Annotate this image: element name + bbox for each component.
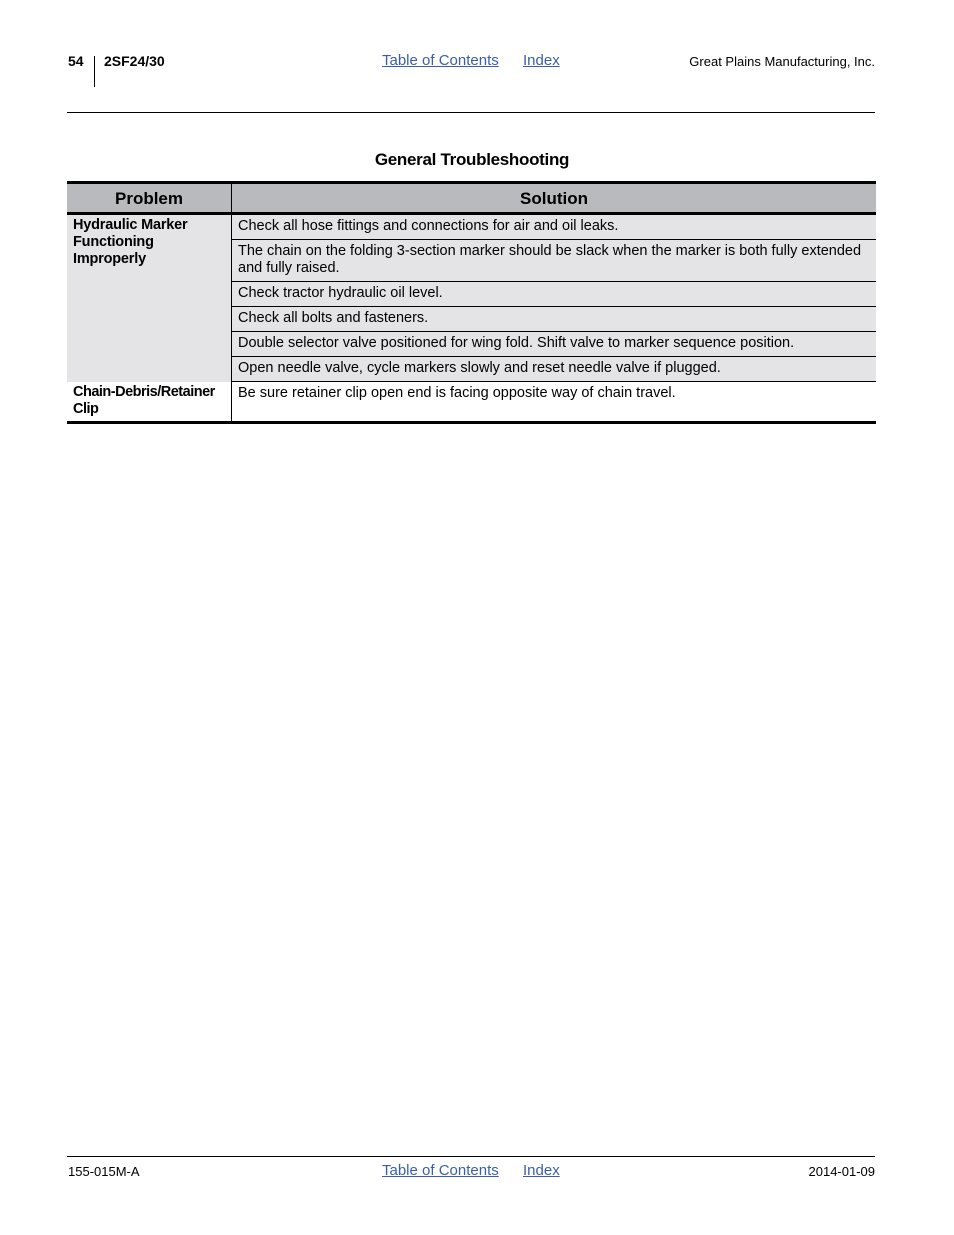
troubleshooting-table — [67, 181, 876, 424]
solution-cell: Open needle valve, cycle markers slowly and reset needle valve if plugged. — [232, 357, 877, 382]
header-divider — [94, 56, 95, 87]
table-row — [67, 214, 876, 240]
document-id: 155-015M-A — [68, 1164, 140, 1179]
footer-rule — [67, 1156, 875, 1157]
table-title: General Troubleshooting — [374, 150, 570, 169]
footer-table-of-contents-link[interactable]: Table of Contents — [382, 1162, 499, 1179]
problem-cell: Hydraulic Marker Functioning Improperly — [67, 214, 232, 382]
table-of-contents-link[interactable]: Table of Contents — [382, 52, 499, 69]
page-number: 54 — [68, 53, 84, 69]
solution-cell: Double selector valve positioned for wing fold. Shift valve to marker sequence position. — [232, 332, 877, 357]
header-rule — [67, 112, 875, 113]
company-name: Great Plains Manufacturing, Inc. — [689, 54, 875, 69]
solution-cell: Check all hose fittings and connections for air and oil leaks. — [232, 214, 877, 240]
solution-cell: The chain on the folding 3-section marker should be slack when the marker is both fully extended and fully raised. — [232, 240, 877, 282]
document-date: 2014-01-09 — [808, 1164, 875, 1179]
solution-cell: Be sure retainer clip open end is facing opposite way of chain travel. — [232, 382, 877, 423]
model-name: 2SF24/30 — [104, 53, 165, 69]
footer-index-link[interactable]: Index — [523, 1162, 560, 1179]
solution-cell: Check tractor hydraulic oil level. — [232, 282, 877, 307]
solution-column-header: Solution — [232, 183, 877, 214]
problem-column-header: Problem — [67, 183, 232, 214]
table-row — [67, 382, 876, 423]
table-header-row — [67, 183, 876, 214]
index-link[interactable]: Index — [523, 52, 560, 69]
problem-cell: Chain-Debris/Retainer Clip — [67, 382, 232, 423]
solution-cell: Check all bolts and fasteners. — [232, 307, 877, 332]
